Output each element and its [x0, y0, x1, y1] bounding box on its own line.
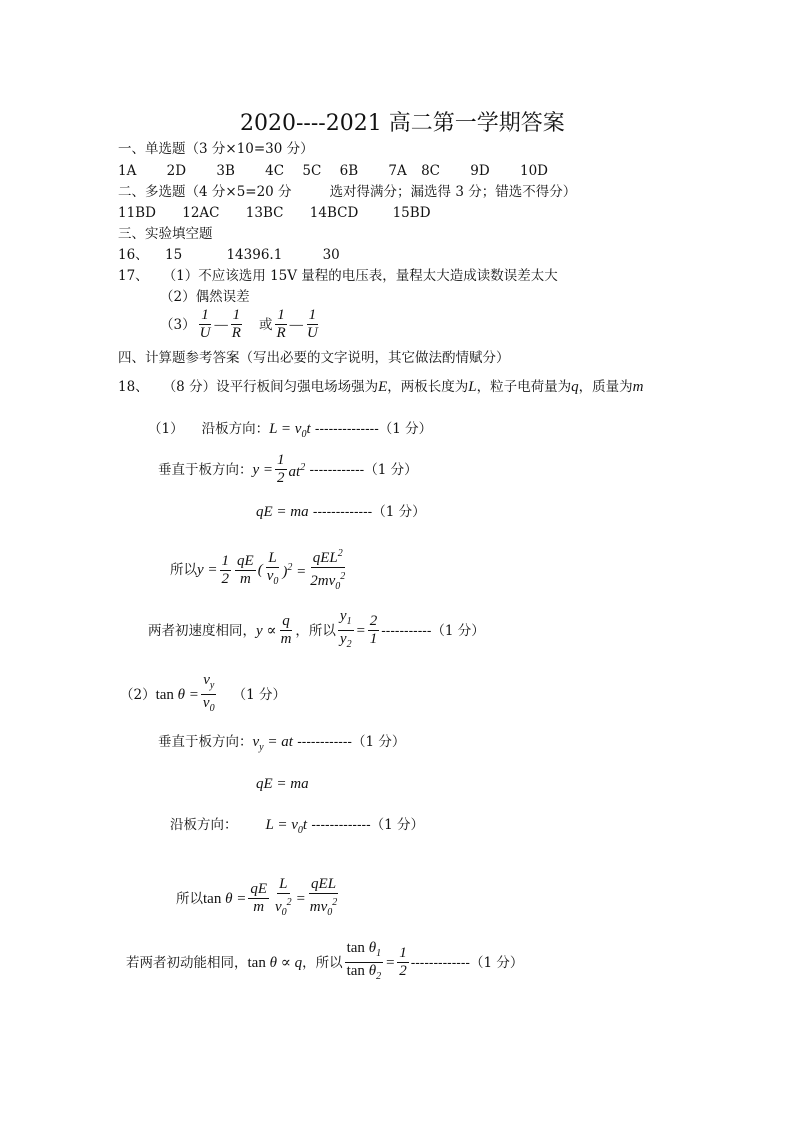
section-3-heading: 三、实验填空题 [118, 226, 213, 242]
answer: 2D [166, 163, 187, 179]
or-word: 或 [258, 316, 273, 333]
answer: 7A [388, 163, 407, 179]
q18-part1-result: 所以 y = $\frac{1}{2}$ $\frac{qE}{m}$ ( $\frac{L}{v_0}$ )$^2$ = $\frac{qEL^2}{2mv_0^2}$ [170, 545, 349, 595]
q17-part-1: （1）不应该选用 15V 量程的电压表，量程太大造成读数误差太大 [162, 268, 558, 284]
section-2-note: 选对得满分；漏选得 3 分；错选不得分） [329, 184, 577, 200]
answer: 3B [216, 163, 235, 179]
answer: 30 [322, 247, 340, 263]
q17-part-2: （2）偶然误差 [160, 289, 250, 305]
q18-part1-ratio: 两者初速度相同， y ∝ $\frac{q}{m}$ ，所以 $\frac{y_1}{y_2}$ = $\frac{2}{1}$ ----------- （1 分） [148, 608, 485, 650]
question-number: 18、 [118, 379, 149, 395]
section-2-heading [118, 183, 576, 201]
answer: 1A [118, 163, 137, 179]
answer: 15 [164, 247, 183, 263]
question-16 [118, 246, 340, 264]
answer: 9D [470, 163, 490, 179]
q18-part2-along: 沿板方向： $L = v_0t$ -------------（1 分） [170, 817, 425, 836]
fraction-1-over-U: $\frac{1}{U}$ [199, 307, 211, 341]
answer: 4C [265, 163, 285, 179]
q18-part2-ratio: 若两者初动能相同， tan θ ∝ q ，所以 $\frac{\tan \theta_1}{\tan \theta_2}$ = $\frac{1}{2}$ ------------- （1 分） [126, 940, 524, 982]
page-title: 2020----2021 高二第一学期答案 [240, 111, 565, 136]
answer: 6B [339, 163, 359, 179]
q18-part1-perp: 垂直于板方向： y = $\frac{1}{2}$ $at^2$ ------------ （1 分） [158, 452, 418, 486]
answer: 15BD [392, 205, 431, 221]
fraction-1-over-R: $\frac{1}{R}$ [231, 307, 241, 341]
question-number: 17、 [118, 268, 149, 284]
section-1-answers [118, 162, 548, 180]
answer: 8C [421, 163, 440, 179]
fraction-1-over-U: $\frac{1}{U}$ [306, 307, 318, 341]
q18-part1-force: qE = ma -------------（1 分） [256, 504, 426, 520]
answer: 13BC [245, 205, 284, 221]
answer: 10D [520, 163, 549, 179]
q18-part2-perp: 垂直于板方向：$v_y$ = at ------------（1 分） [158, 734, 406, 753]
q18-part2-tan: （2） tan θ = $\frac{v_y}{v_0}$ （1 分） [120, 672, 286, 714]
q18-part2-force: qE = ma [256, 776, 309, 792]
answer: 5C [302, 163, 322, 179]
answer: 12AC [182, 205, 220, 221]
section-2-title: 二、多选题（4 分×5=20 分 [118, 184, 292, 200]
section-1-heading: 一、单选题（3 分×10=30 分） [118, 141, 314, 157]
section-2-answers [118, 204, 431, 222]
q18-part2-result: 所以 tan θ = $\frac{qE}{m}$ $\frac{L}{v_0^2}$ = $\frac{\text{qEL}}{mv_0^2}$ [176, 876, 338, 918]
answer: 11BD [118, 205, 156, 221]
q17-part-3: （3） $\frac{1}{U}$ — $\frac{1}{R}$ 或 $\frac{1}{R}$ — $\frac{1}{U}$ [160, 307, 318, 341]
fraction-1-over-R: $\frac{1}{R}$ [276, 307, 286, 341]
question-17 [118, 267, 558, 285]
answer: 14BCD [309, 205, 359, 221]
q18-part1-along: （1） 沿板方向：$L = v_0t$ --------------（1 分） [148, 421, 433, 440]
part-label: （3） [160, 316, 196, 333]
question-18-intro: 18、 （8 分）设平行板间匀强电场场强为E，两板长度为L，粒子电荷量为q，质量为m [118, 379, 644, 395]
question-number: 16、 [118, 247, 149, 263]
section-4-heading: 四、计算题参考答案（写出必要的文字说明，其它做法酌情赋分） [118, 350, 510, 366]
answer: 14396.1 [226, 247, 283, 263]
